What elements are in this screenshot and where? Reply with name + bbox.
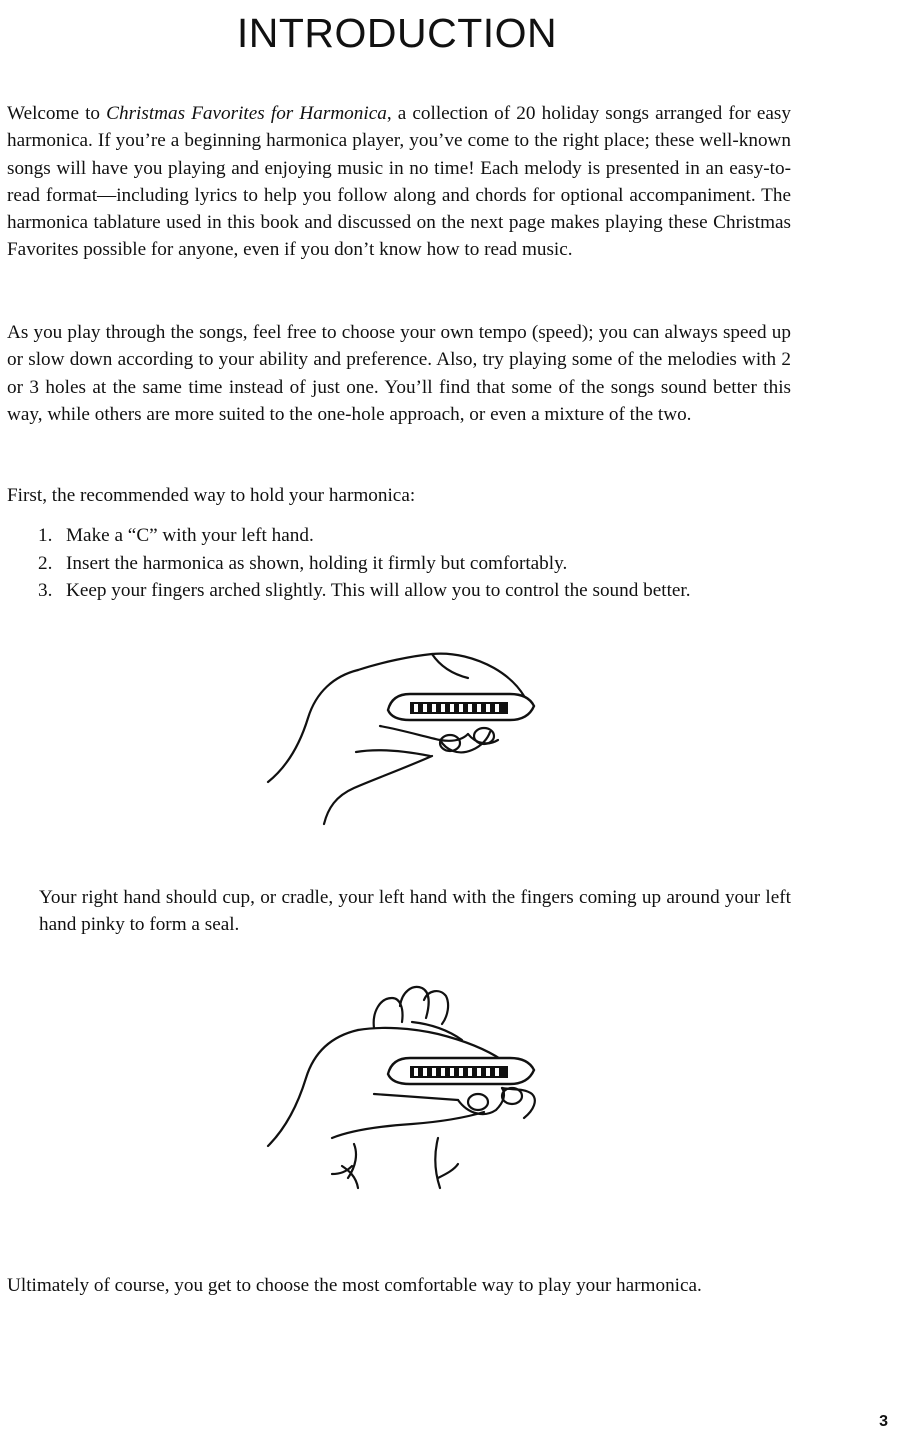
list-item [38, 550, 691, 578]
book-title: Christmas Favorites for Harmonica [106, 103, 387, 124]
intro-paragraph-welcome [7, 100, 791, 264]
list-item [38, 522, 691, 550]
harmonica-icon [388, 694, 534, 720]
page-number: 3 [879, 1413, 888, 1430]
intro-paragraph-tempo: As you play through the songs, feel free to choose your own tempo (speed); you can always speed up or slow down according to your ability and preference. Also, try playing some of the melodies with 2 or 3 holes at the same time instead of just one. You’ll find that some of the songs sound better this way, while others are more suited to the one-hole approach, or even a mixture of the two. [7, 322, 791, 425]
list-item [38, 577, 691, 605]
holding-steps-list [38, 522, 691, 605]
harmonica-icon [388, 1058, 534, 1084]
left-hand-grip-illustration [262, 648, 552, 830]
intro-paragraph-right-hand: Your right hand should cup, or cradle, your left hand with the fingers coming up around your left hand pinky to form a seal. [39, 887, 791, 936]
step-text: Keep your fingers arched slightly. This will allow you to control the sound better. [66, 580, 691, 601]
intro-paragraph-closing: Ultimately of course, you get to choose the most comfortable way to play your harmonica. [7, 1275, 702, 1296]
intro-paragraph-hold-lead: First, the recommended way to hold your harmonica: [7, 485, 416, 506]
cupped-hands-grip-illustration [262, 978, 552, 1200]
welcome-text-rest: , a collection of 20 holiday songs arranged for easy harmonica. If you’re a beginning harmonica player, you’ve come to the right place; these well-known songs will have you playing and enjoying music in no time! Each melody is presented in an easy-to-read format—including lyrics to help you follow along and chords for optional accompaniment. The harmonica tablature used in this book and discussed on the next page makes playing these Christmas Favorites possible for anyone, even if you don’t know how to read music. [7, 103, 791, 261]
step-text: Make a “C” with your left hand. [66, 525, 314, 546]
welcome-text-start: Welcome to [7, 103, 107, 124]
page-title: INTRODUCTION [236, 10, 558, 56]
step-number: 3. [38, 580, 53, 601]
step-text: Insert the harmonica as shown, holding it firmly but comfortably. [66, 552, 568, 574]
step-number: 1. [38, 525, 53, 546]
step-number: 2. [38, 552, 53, 574]
